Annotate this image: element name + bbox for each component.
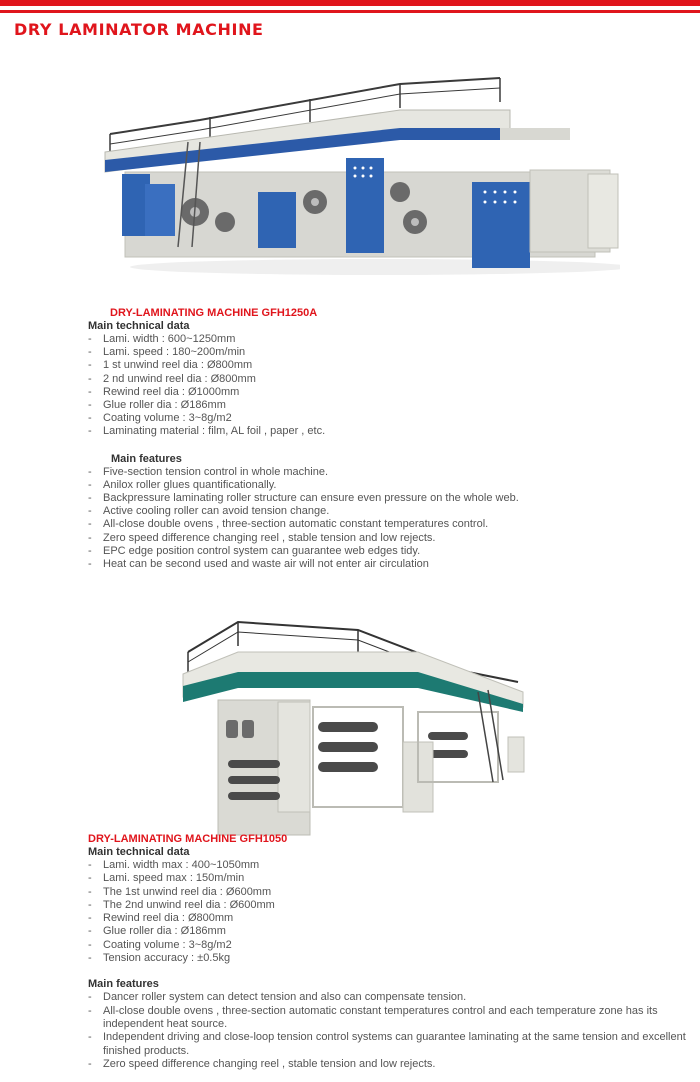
features-list [88,991,688,1071]
features-heading: Main features [88,978,159,991]
feature-item: - Dancer roller system can detect tension and also can compensate tension. [88,991,688,1004]
feature-item: - Zero speed difference changing reel , stable tension and low rejects. [88,1058,688,1071]
model-title: DRY-LAMINATING MACHINE GFH1050 [88,833,288,845]
technical-data-list [88,859,688,965]
feature-item: - Active cooling roller can avoid tension change. [88,505,688,518]
header-stripe-top [0,0,700,6]
spec-item: - Lami. width : 600~1250mm [88,333,688,346]
spec-item: - Coating volume : 3~8g/m2 [88,412,688,425]
spec-item: - Glue roller dia : Ø186mm [88,925,688,938]
spec-item: - Lami. speed : 180~200m/min [88,346,688,359]
spec-item: - 2 nd unwind reel dia : Ø800mm [88,373,688,386]
spec-item: - Rewind reel dia : Ø800mm [88,912,688,925]
spec-item: - 1 st unwind reel dia : Ø800mm [88,359,688,372]
features-heading: Main features [111,452,182,465]
feature-item: - All-close double ovens , three-section automatic constant temperatures control. [88,518,688,531]
header-stripe-bottom [0,10,700,13]
feature-item: - Anilox roller glues quantificationally. [88,479,688,492]
product-gfh1250a [88,306,688,571]
technical-data-heading: Main technical data [88,846,190,858]
feature-item: - Independent driving and close-loop tension control systems can guarantee laminating at the same tension and excellent finished products. [88,1031,688,1058]
feature-item: - EPC edge position control system can guarantee web edges tidy. [88,545,688,558]
spec-item: - Glue roller dia : Ø186mm [88,399,688,412]
feature-item: - All-close double ovens , three-section automatic constant temperatures control and each temperature zone has its independent heat source. [88,1005,688,1032]
features-list [88,466,688,572]
machine-image-gfh1050 [178,612,528,842]
product-gfh1050 [88,832,688,1071]
spec-item: - The 2nd unwind reel dia : Ø600mm [88,899,688,912]
spec-item: - Lami. width max : 400~1050mm [88,859,688,872]
spec-item: - The 1st unwind reel dia : Ø600mm [88,886,688,899]
technical-data-list [88,333,688,439]
feature-item: - Heat can be second used and waste air will not enter air circulation [88,558,688,571]
spec-item: - Coating volume : 3~8g/m2 [88,939,688,952]
feature-item: - Backpressure laminating roller structure can ensure even pressure on the whole web. [88,492,688,505]
spec-item: - Tension accuracy : ±0.5kg [88,952,688,965]
technical-data-heading: Main technical data [88,320,190,332]
spec-item: - Rewind reel dia : Ø1000mm [88,386,688,399]
page-title: DRY LAMINATOR MACHINE [14,20,264,39]
feature-item: - Zero speed difference changing reel , stable tension and low rejects. [88,532,688,545]
feature-item: - Five-section tension control in whole machine. [88,466,688,479]
machine-image-gfh1250a [100,72,620,277]
model-title: DRY-LAMINATING MACHINE GFH1250A [110,307,318,319]
spec-item: - Laminating material : film, AL foil , paper , etc. [88,425,688,438]
spec-item: - Lami. speed max : 150m/min [88,872,688,885]
